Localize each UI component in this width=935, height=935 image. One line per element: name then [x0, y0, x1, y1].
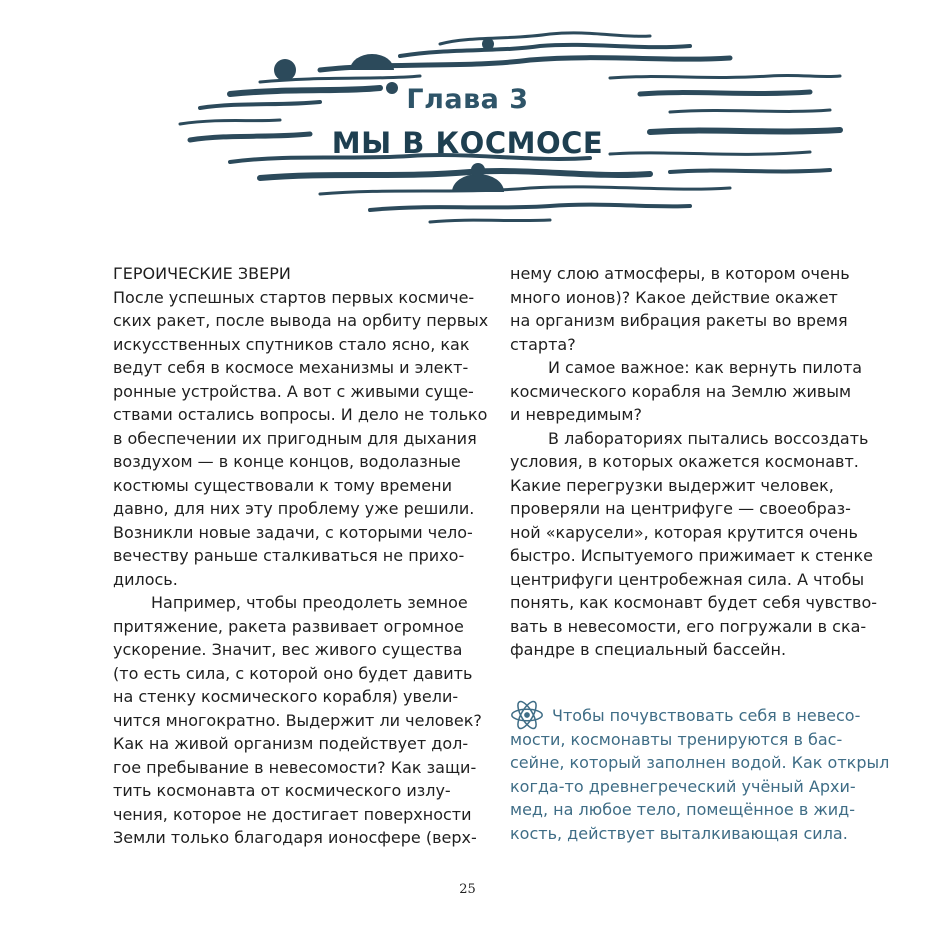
left-column [113, 262, 489, 850]
text-line: искусственных спутников стало ясно, как [113, 334, 470, 354]
text-line: Земли только благодаря ионосфере (верх- [113, 828, 477, 847]
text-line: В лабораториях пытались воссоздать [548, 428, 869, 448]
text-line: давно, для них эту проблему уже решили. [113, 499, 475, 518]
text-line: Чтобы почувствовать себя в невесо- [552, 706, 861, 725]
text-line: И самое важное: как вернуть пилота [548, 358, 863, 377]
text-line: мости, космонавты тренируются в бас- [510, 729, 843, 749]
fact-box [510, 704, 890, 845]
text-line: воздухом — в конце концов, водолазные [113, 452, 461, 471]
text-line: ствами остались вопросы. И дело не только [113, 405, 488, 424]
text-line: Возникли новые задачи, с которыми чело- [113, 522, 473, 542]
text-line: сейне, который заполнен водой. Как открыл [510, 753, 890, 772]
text-line: много ионов)? Какое действие окажет [510, 287, 838, 307]
text-line: нему слою атмосферы, в котором очень [510, 264, 850, 283]
text-line: кость, действует выталкивающая сила. [510, 823, 848, 843]
text-line: условия, в которых окажется космонавт. [510, 452, 859, 471]
text-line: мед, на любое тело, помещённое в жид- [510, 800, 856, 819]
text-line: Например, чтобы преодолеть земное [151, 593, 468, 612]
text-line: чения, которое не достигает поверхности [113, 804, 472, 824]
text-line: После успешных стартов первых космиче- [113, 287, 475, 307]
fact-text [510, 704, 890, 845]
text-line: вечеству раньше сталкиваться не прихо- [113, 546, 465, 565]
text-line: и невредимым? [510, 405, 642, 424]
chapter-number: Глава 3 [406, 84, 529, 115]
text-line: Какие перегрузки выдержит человек, [510, 475, 834, 495]
page-number: 25 [459, 882, 476, 897]
text-line: старта? [510, 334, 576, 354]
text-line: ведут себя в космосе механизмы и элект- [113, 358, 469, 377]
text-line: тить космонавта от космического излу- [113, 781, 451, 800]
text-line: когда-то древнегреческий учёный Архи- [510, 776, 856, 796]
text-line: космического корабля на Землю живым [510, 381, 852, 401]
text-line: ских ракет, после вывода на орбиту первых [113, 311, 489, 330]
text-line: проверяли на центрифуге — своеобраз- [510, 499, 851, 518]
text-line: фандре в специальный бассейн. [510, 640, 787, 659]
text-line: быстро. Испытуемого прижимает к стенке [510, 546, 873, 565]
chapter-title: МЫ В КОСМОСЕ [331, 126, 604, 160]
text-line: центрифуги центробежная сила. А чтобы [510, 569, 865, 589]
text-line: Как на живой организм подействует дол- [113, 734, 469, 753]
text-line: ускорение. Значит, вес живого существа [113, 640, 463, 659]
text-line: ронные устройства. А вот с живыми суще- [113, 381, 474, 401]
right-column [510, 262, 878, 662]
text-line: чится многократно. Выдержит ли человек? [113, 710, 482, 730]
paragraph [113, 591, 482, 850]
paragraph [510, 262, 870, 356]
section-heading: ГЕРОИЧЕСКИЕ ЗВЕРИ [113, 264, 291, 283]
text-line: притяжение, ракета развивает огромное [113, 616, 464, 636]
text-line: костюмы существовали к тому времени [113, 475, 452, 495]
paragraph [113, 286, 489, 592]
text-line: (то есть сила, с которой оно будет давить [113, 663, 473, 683]
text-line: гое пребывание в невесомости? Как защи- [113, 757, 477, 777]
text-line: дилось. [113, 569, 178, 589]
text-line: на организм вибрация ракеты во время [510, 311, 848, 330]
text-line: в обеспечении их пригодным для дыхания [113, 428, 477, 448]
text-line: вать в невесомости, его погружали в ска- [510, 616, 867, 636]
text-line: ной «карусели», которая крутится очень [510, 522, 858, 542]
paragraph [510, 427, 878, 662]
text-line: понять, как космонавт будет себя чувство- [510, 593, 878, 612]
paragraph [510, 356, 870, 427]
atom-icon [508, 696, 546, 734]
text-line: на стенку космического корабля) увели- [113, 687, 459, 706]
